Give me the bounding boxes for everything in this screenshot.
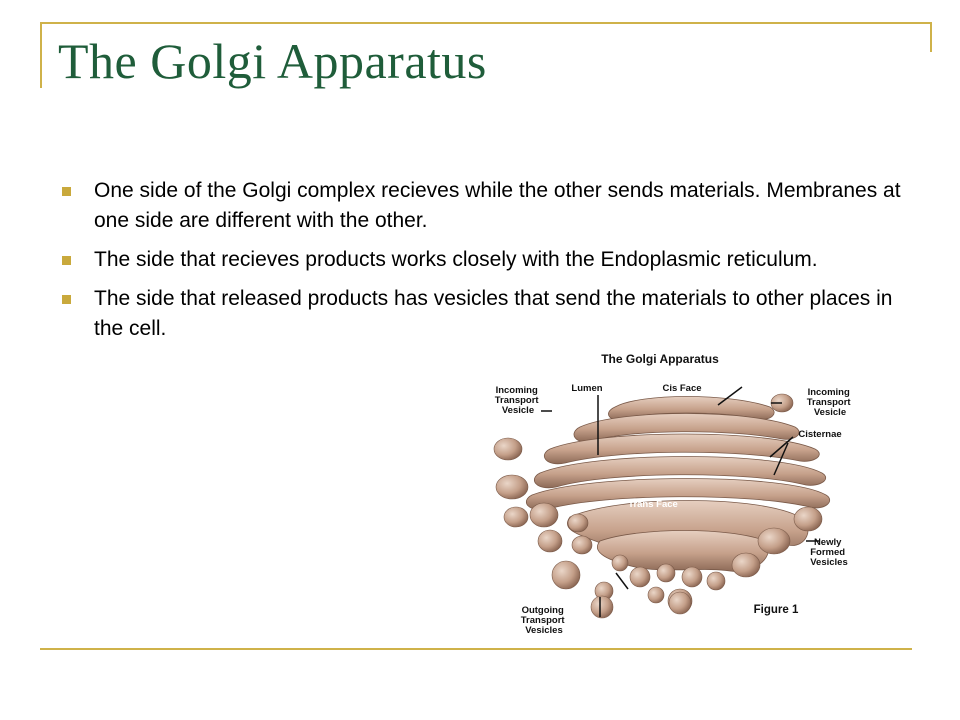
square-bullet-icon [62, 256, 71, 265]
bullet-list [56, 176, 916, 353]
figure-title: The Golgi Apparatus [601, 352, 719, 366]
label-newly-formed-vesicles: Newly Formed Vesicles [810, 537, 848, 568]
bullet-text: One side of the Golgi complex recieves while the other sends materials. Membranes at one side are different with the other. [94, 179, 901, 232]
bullet-item [56, 245, 916, 275]
label-outgoing-transport-vesicles: Outgoing Transport Vesicles [520, 605, 565, 636]
golgi-figure [470, 345, 870, 645]
golgi-diagram [470, 345, 870, 645]
label-incoming-transport-vesicle-right: Incoming Transport Vesicle [806, 387, 851, 418]
frame-line-top [40, 22, 932, 24]
label-cis-face: Cis Face [662, 383, 702, 394]
label-lumen: Lumen [571, 383, 603, 394]
bullet-item [56, 284, 916, 344]
slide-title: The Golgi Apparatus [58, 33, 487, 89]
square-bullet-icon [62, 295, 71, 304]
frame-line-left [40, 22, 42, 88]
figure-caption: Figure 1 [753, 604, 799, 616]
frame-line-bottom [40, 648, 912, 650]
bullet-text: The side that released products has vesicles that send the materials to other places in the cell. [94, 287, 893, 340]
bullet-item [56, 176, 916, 236]
label-incoming-transport-vesicle-left: Incoming Transport Vesicle [494, 385, 539, 416]
bullet-text: The side that recieves products works closely with the Endoplasmic reticulum. [94, 248, 818, 271]
label-trans-face: Trans Face [628, 499, 678, 510]
frame-line-right [930, 22, 932, 52]
label-cisternae: Cisternae [798, 429, 842, 440]
square-bullet-icon [62, 187, 71, 196]
